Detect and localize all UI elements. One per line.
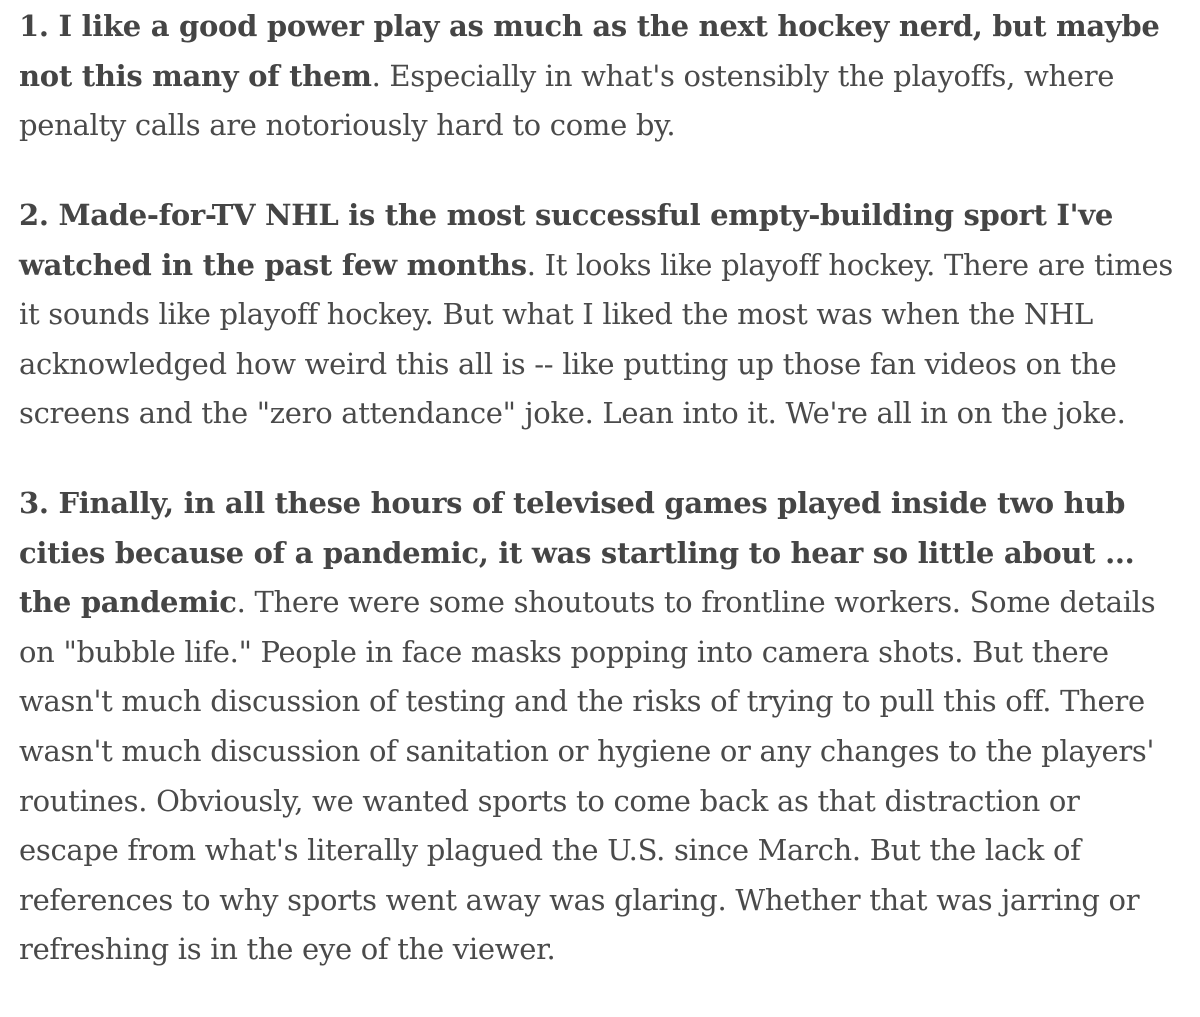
- item-number: 3.: [19, 486, 49, 520]
- item-body-text: . Especially in what's ostensibly the playoffs, where penalty calls are notoriously hard to come by.: [19, 58, 1115, 143]
- item-number: 1.: [19, 9, 49, 43]
- list-item: [19, 2, 1179, 151]
- list-item: [19, 191, 1179, 439]
- list-item: [19, 479, 1179, 975]
- item-body-text: . There were some shoutouts to frontline workers. Some details on "bubble life." People in face masks popping into camera shots. But there wasn't much discussion of testing and the risks of trying to pull this off. There wasn't much discussion of sanitation or hygiene or any changes to the players' routines. Obviously, we wanted sports to come back as that distraction or escape from what's literally plagued the U.S. since March. But the lack of references to why sports went away was glaring. Whether that was jarring or refreshing is in the eye of the viewer.: [19, 585, 1156, 967]
- item-lead-text: Made-for-TV NHL is the most successful empty-building sport I've watched in the past few months: [19, 198, 1113, 282]
- item-number: 2.: [19, 198, 49, 232]
- item-lead-text: I like a good power play as much as the next hockey nerd, but maybe not this many of them: [19, 9, 1160, 93]
- item-lead-text: Finally, in all these hours of televised games played inside two hub cities because of a pandemic, it was startling to hear so little about ... the pandemic: [19, 486, 1135, 620]
- item-body-text: . It looks like playoff hockey. There are times it sounds like playoff hockey. But what I liked the most was when the NHL acknowledged how weird this all is -- like putting up those fan videos on the screens and the "zero attendance" joke. Lean into it. We're all in on the joke.: [19, 247, 1173, 431]
